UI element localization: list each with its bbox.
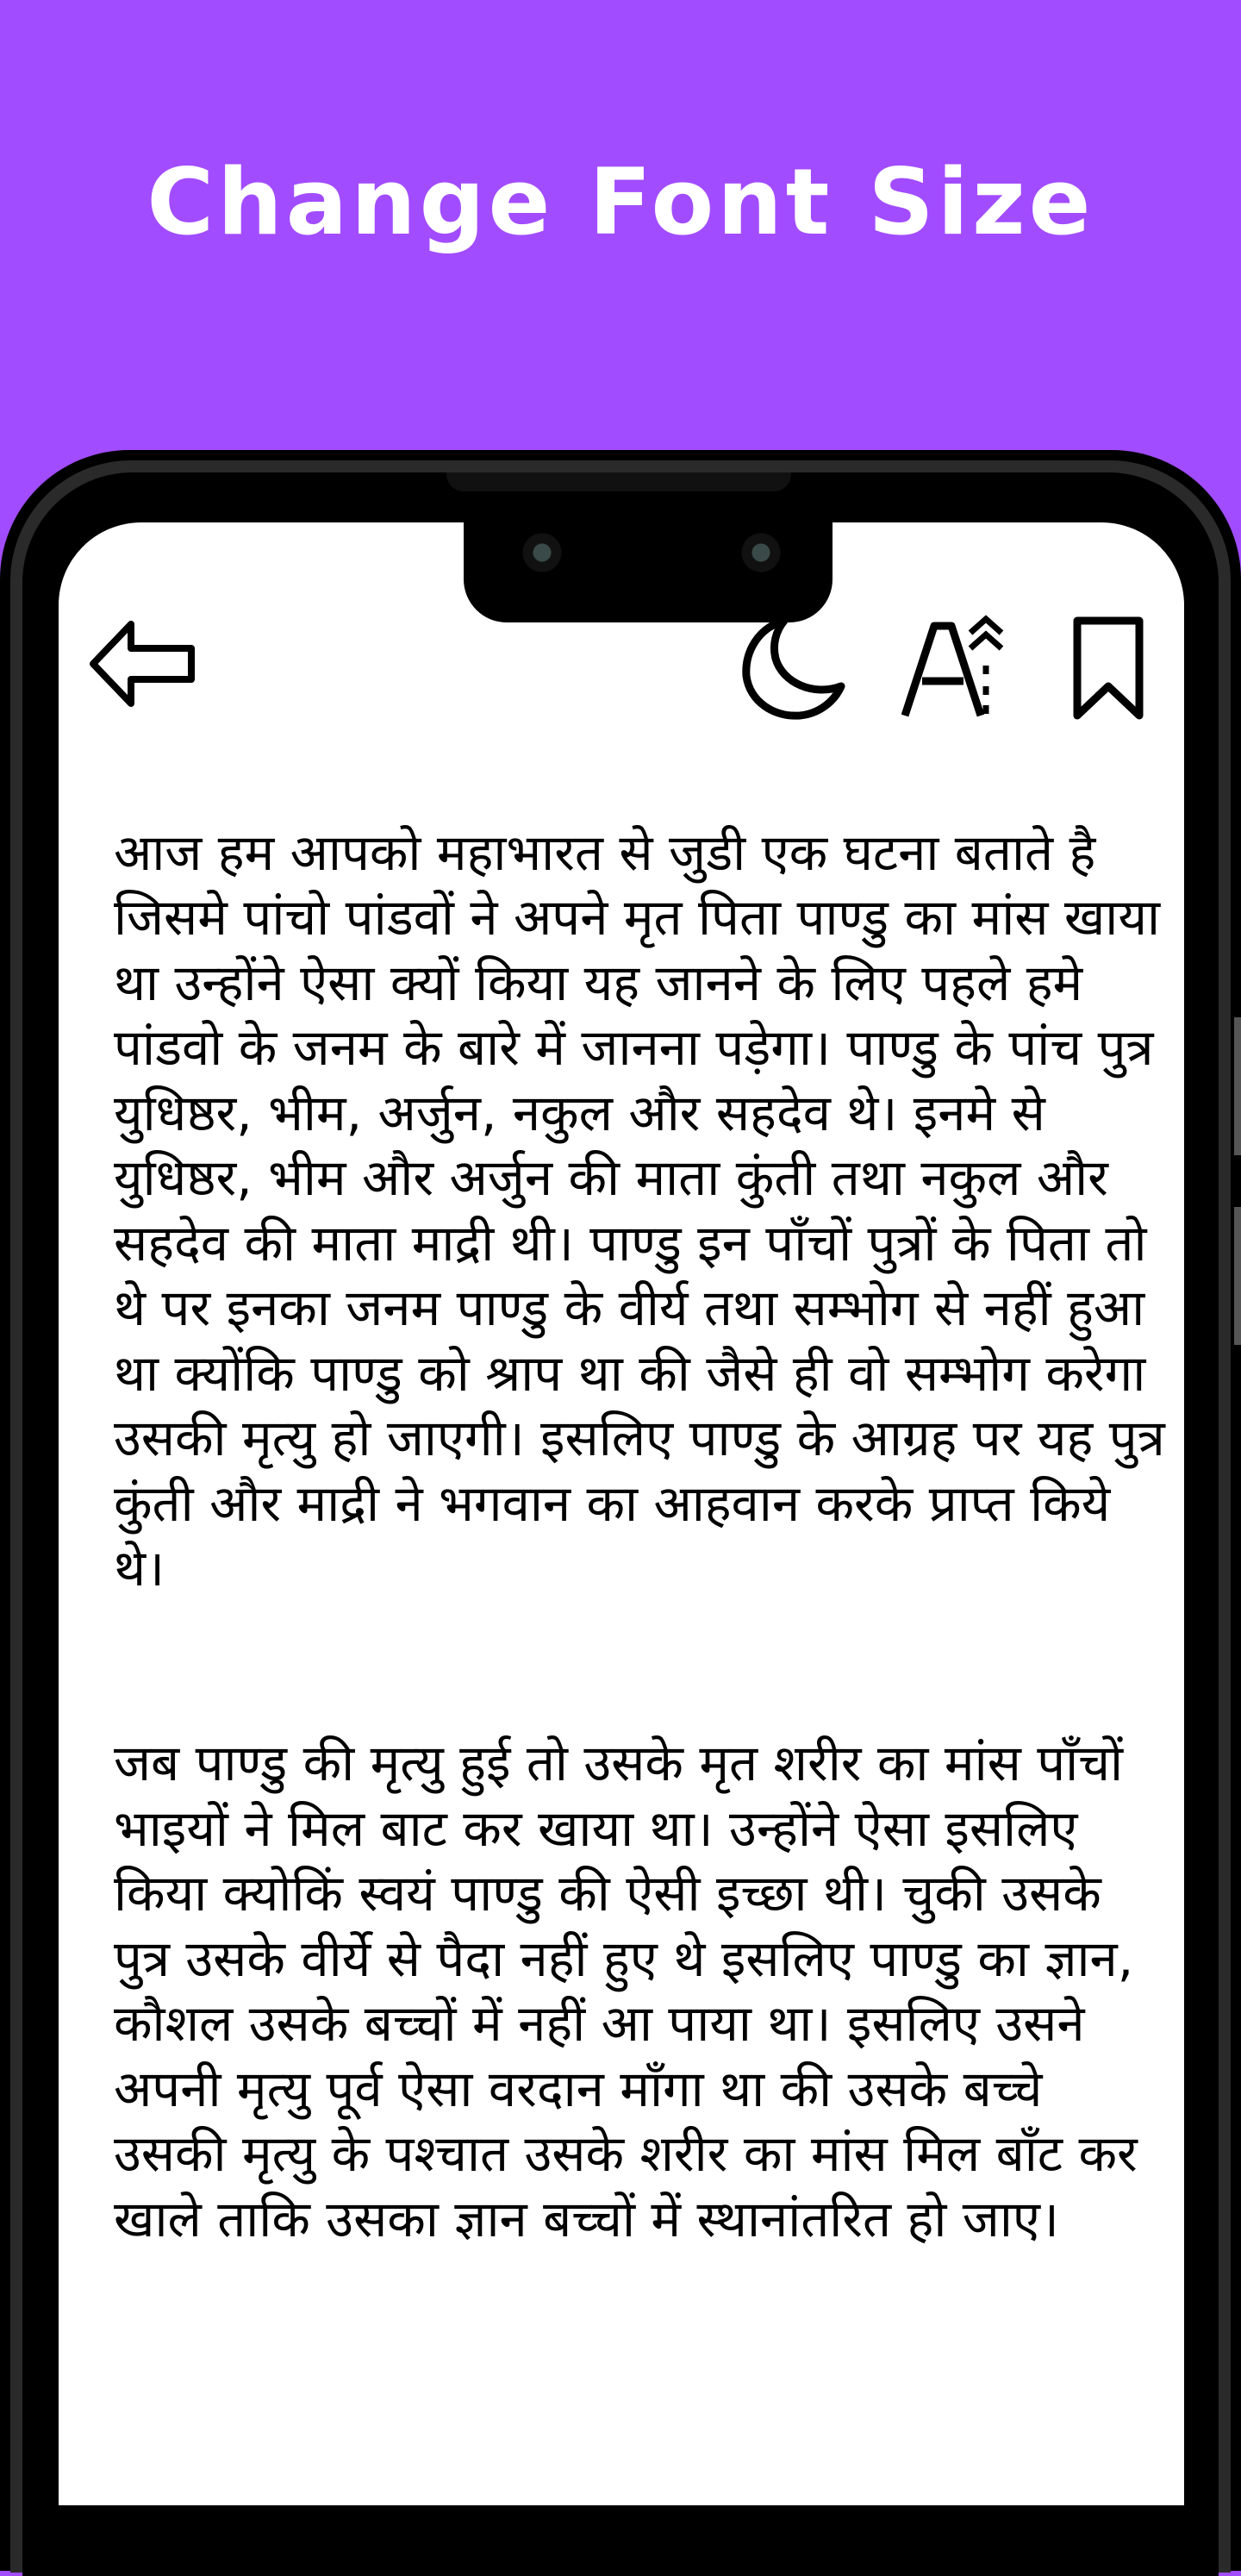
phone-side-button [1234, 1017, 1241, 1155]
font-size-button[interactable] [901, 614, 1013, 721]
article-body [114, 755, 1165, 2317]
bookmark-button[interactable] [1072, 616, 1144, 722]
promo-title: Change Font Size [147, 149, 1094, 255]
phone-side-button [1234, 1207, 1241, 1345]
phone-speaker [446, 472, 791, 491]
moon-icon [739, 614, 846, 721]
front-camera-icon [521, 531, 564, 574]
night-mode-button[interactable] [739, 614, 846, 721]
back-button[interactable] [88, 619, 200, 709]
phone-notch [464, 522, 833, 622]
front-sensor-icon [739, 531, 783, 574]
font-size-icon [901, 614, 1013, 721]
bookmark-icon [1072, 616, 1144, 722]
phone-screen [59, 522, 1184, 2505]
article-paragraph: आज हम आपको महाभारत से जुडी एक घटना बताते है जिसमे पांचो पांडवों ने अपने मृत पिता पाण्डु का मांस खाया था उन्होंने ऐसा क्यों किया यह जानने के लिए पहले हमे पांडवो के जनम के बारे में जानना पड़ेगा। पाण्डु के पांच पुत्र युधिष्ठर, भीम, अर्जुन, नकुल और सहदेव थे। इनमे से युधिष्ठर, भीम और अर्जुन की माता कुंती तथा नकुल और सहदेव की माता माद्री थी। पाण्डु इन पाँचों पुत्रों के पिता तो थे पर इनका जनम पाण्डु के वीर्य तथा सम्भोग से नहीं हुआ था क्योंकि पाण्डु को श्राप था की जैसे ही वो सम्भोग करेगा उसकी मृत्यु हो जाएगी। इसलिए पाण्डु के आग्रह पर यह पुत्र कुंती और माद्री ने भगवान का आहवान करके प्राप्त किये थे। [114, 822, 1165, 1597]
arrow-left-icon [88, 619, 200, 709]
article-paragraph: जब पाण्डु की मृत्यु हुई तो उसके मृत शरीर का मांस पाँचों भाइयों ने मिल बाट कर खाया था। उन्होंने ऐसा इसलिए किया क्योकिं स्वयं पाण्डु की ऐसी इच्छा थी। चुकी उसके पुत्र उसके वीर्ये से पैदा नहीं हुए थे इसलिए पाण्डु का ज्ञान, कौशल उसके बच्चों में नहीं आ पाया था। इसलिए उसने अपनी मृत्यु पूर्व ऐसा वरदान माँगा था की उसके बच्चे उसकी मृत्यु के पश्चात उसके शरीर का मांस मिल बाँट कर खाले ताकि उसका ज्ञान बच्चों में स्थानांतरित हो जाए। [114, 1734, 1138, 2248]
